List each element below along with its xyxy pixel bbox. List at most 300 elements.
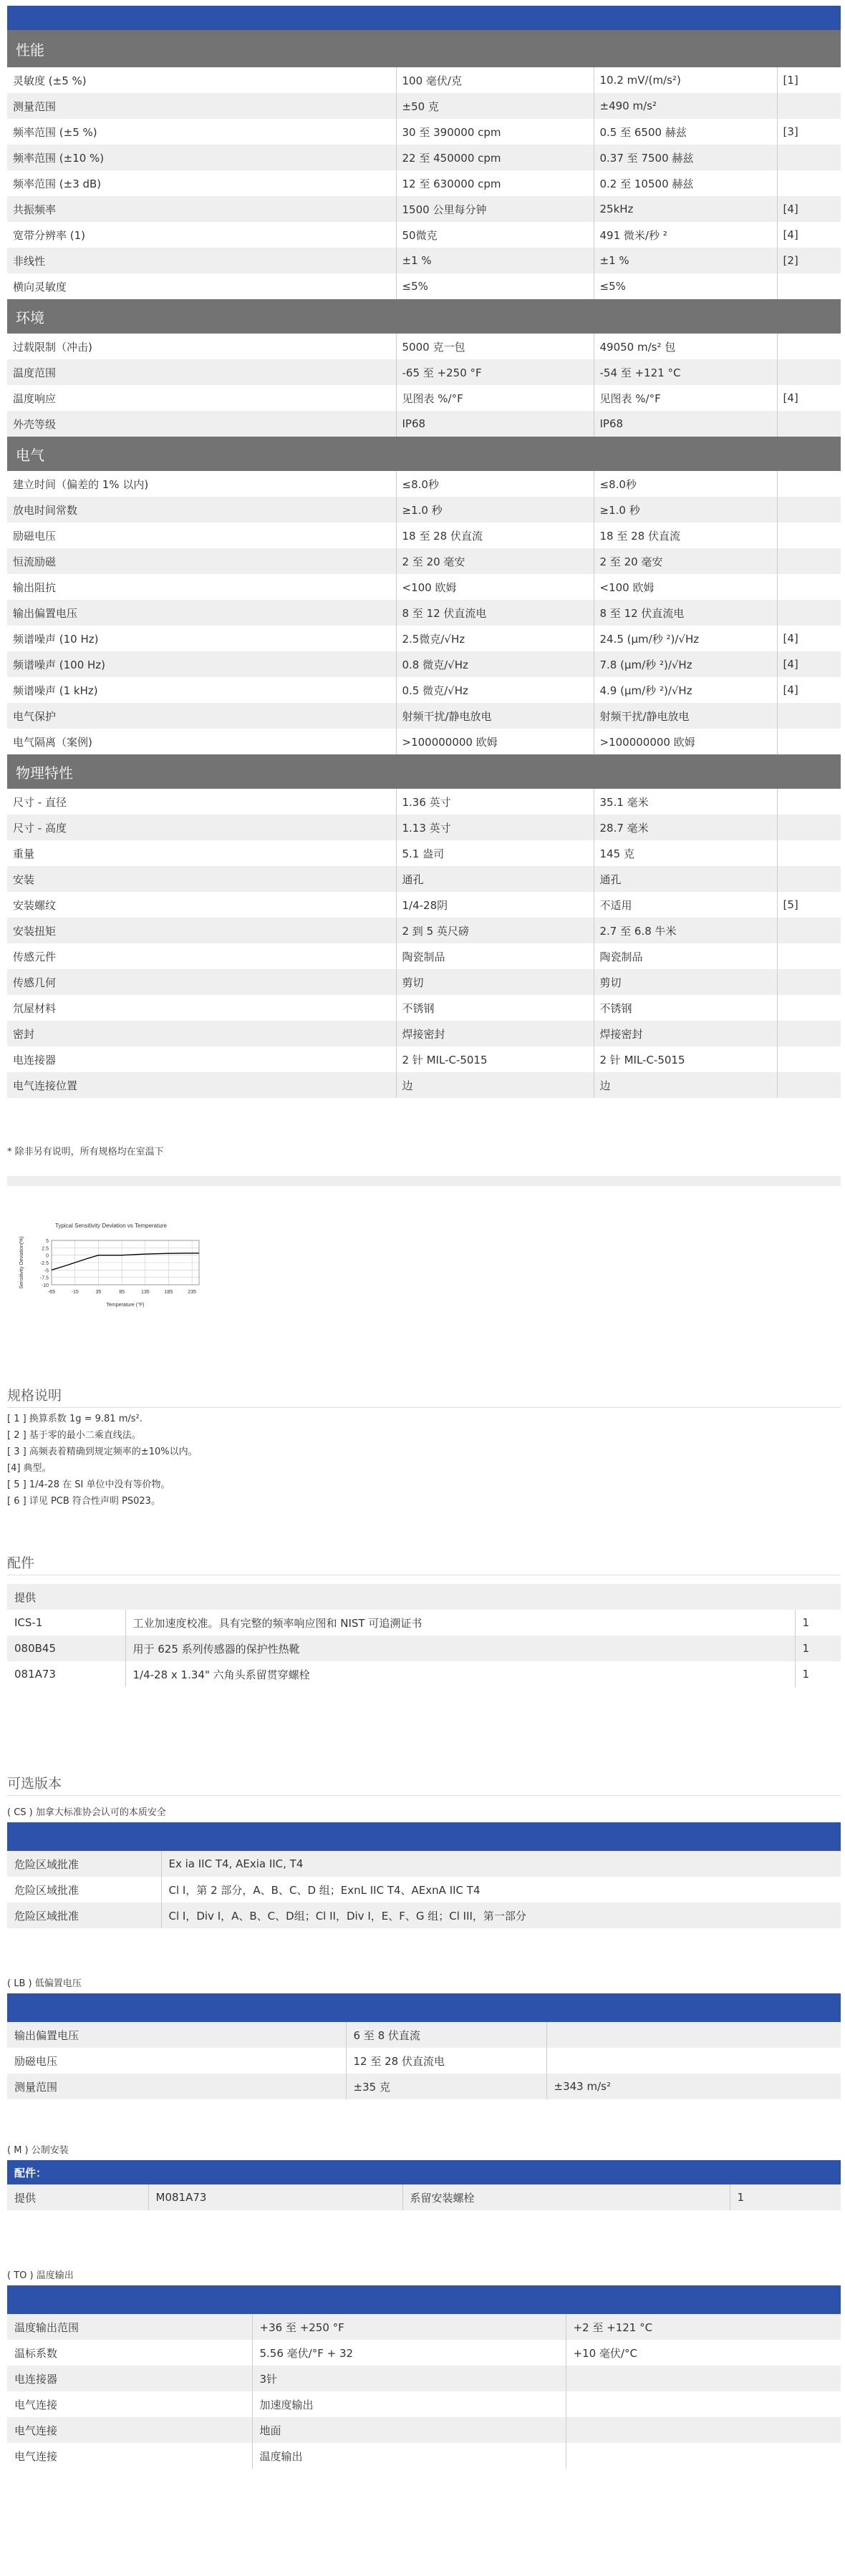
spec-value-imperial: 1/4-28阴 (396, 892, 594, 918)
option-row-label: 危险区域批准 (7, 1851, 161, 1877)
spec-value-imperial: 焊接密封 (396, 1021, 594, 1046)
footnote-item: [ 5 ] 1/4-28 在 SI 单位中没有等价物。 (7, 1479, 170, 1490)
option-row-label: 电气连接 (7, 2443, 252, 2469)
spec-label: 励磁电压 (7, 523, 396, 548)
spec-footnote-ref: [1] (783, 74, 798, 87)
spec-value-imperial: 1.13 英寸 (396, 815, 594, 840)
option-value-1: ±35 克 (346, 2074, 546, 2099)
option-value-1: 温度输出 (252, 2443, 566, 2469)
spec-footnote-ref: [2] (777, 248, 841, 273)
spec-footnote-ref (777, 574, 841, 600)
spec-footnote-ref (777, 411, 841, 437)
spec-value-si: 25kHz (594, 196, 777, 222)
spec-footnote-ref: [4] (783, 632, 798, 645)
y-tick-label: -10 (41, 1283, 49, 1288)
spec-value-si: 射频干扰/静电放电 (594, 703, 777, 729)
option-value-3: 1 (730, 2184, 841, 2210)
spec-value-si: <100 欧姆 (594, 574, 777, 600)
spec-label: 氘屋材料 (7, 995, 396, 1021)
spec-footnote-ref: [4] (777, 196, 841, 222)
option-value-2: +2 至 +121 °C (566, 2314, 841, 2340)
option-value-2 (566, 2391, 841, 2417)
option-row-label: 提供 (7, 2184, 148, 2210)
spec-footnote-ref (777, 943, 841, 969)
spec-label: 传感几何 (7, 969, 396, 995)
y-tick-label: 0 (46, 1253, 49, 1259)
spec-row (7, 1046, 841, 1072)
spec-row (7, 93, 841, 119)
spec-label: 频谱噪声 (10 Hz) (7, 626, 396, 651)
series-line (52, 1253, 199, 1270)
spec-value-imperial: 5000 克一包 (396, 334, 594, 359)
spec-footnote-ref (777, 523, 841, 548)
x-tick-label: 235 (188, 1290, 197, 1295)
spec-value-imperial: 0.8 微克/√Hz (396, 651, 594, 677)
spec-footnote-ref (777, 170, 841, 196)
spec-row (7, 471, 841, 497)
x-axis-label: Temperature (°F) (106, 1303, 145, 1308)
spec-label: 共振频率 (7, 196, 396, 222)
spec-value-imperial: ≤8.0秒 (396, 471, 594, 497)
spec-value-imperial: 不锈钢 (396, 995, 594, 1021)
option-row (7, 1877, 841, 1902)
spec-value-si: 18 至 28 伏直流 (594, 523, 777, 548)
spec-row (7, 892, 841, 918)
accessory-quantity: 1 (802, 1616, 810, 1629)
spec-value-si: ±490 m/s² (594, 93, 777, 119)
spec-footnote-ref (777, 729, 841, 754)
room-temp-note: * 除非另有说明，所有规格均在室温下 (7, 1147, 164, 1157)
spec-footnote-ref (777, 497, 841, 523)
option-value-2: ±343 m/s² (546, 2074, 841, 2099)
spec-row (7, 248, 841, 273)
spec-footnote-ref (777, 93, 841, 119)
spec-value-si: ≤5% (594, 273, 777, 299)
option-value-1: M081A73 (148, 2184, 402, 2210)
spec-value-imperial: 12 至 630000 cpm (396, 170, 594, 196)
accessory-quantity: 1 (802, 1668, 810, 1681)
accessory-row (7, 1610, 841, 1635)
spec-row (7, 574, 841, 600)
spec-value-si: 491 微米/秒 ² (594, 222, 777, 248)
option-row-label: 危险区域批准 (7, 1877, 161, 1902)
option-header-bar (7, 1822, 841, 1851)
spec-footnote-ref (777, 969, 841, 995)
spec-value-imperial: 射频干扰/静电放电 (396, 703, 594, 729)
spec-label: 频率范围 (±10 %) (7, 145, 396, 170)
spec-value-imperial: <100 欧姆 (396, 574, 594, 600)
spec-label: 宽带分辨率 (1) (7, 222, 396, 248)
spec-footnote-ref: [3] (783, 125, 798, 138)
accessory-description: 用于 625 系列传感器的保护性热靴 (125, 1635, 795, 1661)
option-row-label: 电连接器 (7, 2366, 252, 2391)
section-header (7, 299, 841, 334)
section-title: 性能 (7, 30, 841, 67)
spec-value-si: 见图表 %/°F (594, 385, 777, 411)
spec-label: 安装螺纹 (7, 892, 396, 918)
spec-value-imperial: IP68 (396, 411, 594, 437)
spec-value-si: 边 (594, 1072, 777, 1098)
spec-value-imperial: 通孔 (396, 866, 594, 892)
accessory-row (7, 1635, 841, 1661)
spec-row (7, 703, 841, 729)
spec-value-imperial: 陶瓷制品 (396, 943, 594, 969)
section-title: 电气 (7, 437, 841, 471)
option-value-1: 3针 (252, 2366, 566, 2391)
spec-value-si: 145 克 (594, 840, 777, 866)
options-title: 可选版本 (7, 1776, 62, 1792)
spec-value-si: 8 至 12 伏直流电 (594, 600, 777, 626)
spec-label: 灵敏度 (±5 %) (7, 67, 396, 93)
spec-value-si: 10.2 mV/(m/s²) (594, 67, 777, 93)
spec-label: 频谱噪声 (100 Hz) (7, 651, 396, 677)
spec-row (7, 548, 841, 574)
option-value-2 (566, 2417, 841, 2443)
spec-value-imperial: 剪切 (396, 969, 594, 995)
accessory-quantity: 1 (795, 1635, 841, 1661)
footnote-item: [4] 典型。 (7, 1463, 52, 1474)
spec-label: 温度响应 (7, 385, 396, 411)
y-axis-label: Sensitivity Deviation(%) (19, 1236, 24, 1289)
spec-row (7, 840, 841, 866)
option-row (7, 2366, 841, 2391)
spec-footnote-ref: [5] (783, 898, 798, 911)
option-row (7, 2184, 841, 2210)
option-label: ( LB ) 低偏置电压 (7, 1978, 82, 1989)
spec-footnote-ref (777, 840, 841, 866)
x-tick-label: 135 (140, 1290, 150, 1295)
spec-label: 电气保护 (7, 703, 396, 729)
spec-value-imperial: 22 至 450000 cpm (396, 145, 594, 170)
spec-row (7, 866, 841, 892)
spec-value-imperial: 50微克 (396, 222, 594, 248)
spec-value-si: 0.5 至 6500 赫兹 (594, 119, 777, 145)
spec-value-imperial: -65 至 +250 °F (396, 359, 594, 385)
spec-value-si: -54 至 +121 °C (594, 359, 777, 385)
x-tick-label: 185 (164, 1290, 173, 1295)
spec-label: 温度范围 (7, 359, 396, 385)
option-value-1: 地面 (252, 2417, 566, 2443)
footnote-item: [ 2 ] 基于零的最小二乘直线法。 (7, 1430, 141, 1441)
spec-value-imperial: 30 至 390000 cpm (396, 119, 594, 145)
spec-row (7, 651, 841, 677)
spec-value-si: 0.37 至 7500 赫兹 (594, 145, 777, 170)
spec-footnote-ref: [4] (783, 392, 798, 404)
spec-value-si: 不锈钢 (594, 995, 777, 1021)
spec-footnote-ref (777, 548, 841, 574)
option-row (7, 2443, 841, 2469)
spec-value-imperial: 2 至 20 毫安 (396, 548, 594, 574)
spec-footnote-ref (777, 334, 841, 359)
spec-footnote-ref (777, 359, 841, 385)
spec-value-imperial: 0.5 微克/√Hz (396, 677, 594, 703)
chart-band (7, 1176, 841, 1186)
spec-label: 传感元件 (7, 943, 396, 969)
option-value-1: Ex ia IIC T4, AExia IIC, T4 (161, 1851, 841, 1877)
option-row (7, 1902, 841, 1928)
y-tick-label: 5 (46, 1239, 49, 1244)
spec-row (7, 729, 841, 754)
accessory-description: 1/4-28 x 1.34" 六角头系留贯穿螺栓 (125, 1661, 795, 1687)
spec-value-si: 2 至 20 毫安 (594, 548, 777, 574)
spec-row (7, 815, 841, 840)
option-row (7, 2391, 841, 2417)
option-label: ( CS ) 加拿大标准协会认可的本质安全 (7, 1807, 166, 1818)
spec-row (7, 677, 841, 703)
spec-footnote-ref (777, 995, 841, 1021)
spec-row (7, 119, 841, 145)
spec-label: 密封 (7, 1021, 396, 1046)
footnotes-divider (7, 1407, 841, 1408)
option-row (7, 1851, 841, 1877)
footnotes-list (7, 1411, 845, 1510)
accessory-model: 081A73 (7, 1661, 125, 1687)
spec-value-imperial: 2.5微克/√Hz (396, 626, 594, 651)
spec-label: 建立时间（偏差的 1% 以内) (7, 471, 396, 497)
spec-row (7, 995, 841, 1021)
y-tick-label: 2.5 (42, 1246, 49, 1252)
spec-value-imperial: 8 至 12 伏直流电 (396, 600, 594, 626)
spec-value-si: 通孔 (594, 866, 777, 892)
spec-row (7, 523, 841, 548)
spec-value-imperial: ≤5% (396, 273, 594, 299)
section-header (7, 754, 841, 789)
option-header-label: 配件： (7, 2160, 841, 2184)
spec-value-imperial: ±1 % (396, 248, 594, 273)
spec-row (7, 273, 841, 299)
option-row (7, 2417, 841, 2443)
spec-label: 频率范围 (±3 dB) (7, 170, 396, 196)
spec-value-si: 2 针 MIL-C-5015 (594, 1046, 777, 1072)
spec-row (7, 170, 841, 196)
y-tick-label: -7.5 (39, 1275, 49, 1281)
footnote-item: [ 6 ] 详见 PCB 符合性声明 PS023。 (7, 1496, 160, 1507)
spec-label: 安装扭矩 (7, 918, 396, 943)
option-value-1: 加速度输出 (252, 2391, 566, 2417)
x-tick-label: 35 (95, 1290, 102, 1295)
option-value-1: +36 至 +250 °F (252, 2314, 566, 2340)
section-title: 物理特性 (7, 754, 841, 789)
spec-label: 电连接器 (7, 1046, 396, 1072)
spec-value-si: ≥1.0 秒 (594, 497, 777, 523)
spec-value-si: 剪切 (594, 969, 777, 995)
spec-label: 放电时间常数 (7, 497, 396, 523)
spec-label: 频率范围 (±5 %) (7, 119, 396, 145)
accessories-header: 提供 (7, 1584, 841, 1610)
spec-footnote-ref (777, 1021, 841, 1046)
spec-value-si: IP68 (594, 411, 777, 437)
spec-value-imperial: 100 毫伏/克 (396, 67, 594, 93)
spec-footnote-ref (777, 600, 841, 626)
spec-value-si: 不适用 (594, 892, 777, 918)
spec-value-imperial: 5.1 盎司 (396, 840, 594, 866)
temperature-chart-svg (7, 1220, 222, 1313)
accessory-description: 工业加速度校准。具有完整的频率响应图和 NIST 可追溯证书 (125, 1610, 795, 1635)
option-row-label: 电气连接 (7, 2417, 252, 2443)
spec-row (7, 943, 841, 969)
option-value-1: Cl I，第 2 部分，A、B、C、D 组；ExnL IIC T4、AExnA IIC T4 (168, 1883, 481, 1897)
option-value-1: Cl I，Div I，A、B、C、D组；Cl II，Div I，E、F、G 组；Cl III，第一部分 (161, 1902, 841, 1928)
option-table (7, 2285, 841, 2469)
spec-value-imperial: 见图表 %/°F (396, 385, 594, 411)
temperature-chart (7, 1220, 222, 1313)
option-row-label: 励磁电压 (7, 2048, 346, 2074)
spec-label: 输出偏置电压 (7, 600, 396, 626)
spec-row (7, 1072, 841, 1098)
x-tick-label: -65 (47, 1290, 56, 1295)
spec-value-imperial: 2 针 MIL-C-5015 (396, 1046, 594, 1072)
option-row-label: 温度输出范围 (7, 2314, 252, 2340)
spec-value-imperial: 1.36 英寸 (396, 789, 594, 815)
option-value-2 (546, 2022, 841, 2048)
spec-footnote-ref: [4] (783, 228, 798, 241)
spec-label: 尺寸 - 高度 (7, 815, 396, 840)
spec-value-si: 0.2 至 10500 赫兹 (594, 170, 777, 196)
x-tick-label: 85 (119, 1290, 125, 1295)
spec-value-si: 35.1 毫米 (594, 789, 777, 815)
spec-value-imperial: 18 至 28 伏直流 (396, 523, 594, 548)
spec-row (7, 359, 841, 385)
spec-value-si: 24.5 (μm/秒 ²)/√Hz (594, 626, 777, 651)
spec-footnote-ref (777, 471, 841, 497)
accessory-model: ICS-1 (7, 1610, 125, 1635)
option-row (7, 2022, 841, 2048)
spec-footnote-ref (777, 866, 841, 892)
footnote-item: [ 3 ] 高频表着精确到规定频率的±10%以内。 (7, 1447, 198, 1457)
option-header-bar (7, 1993, 841, 2022)
footnotes-title: 规格说明 (7, 1388, 62, 1404)
spec-row (7, 196, 841, 222)
option-table (7, 2160, 841, 2210)
option-value-2: +10 毫伏/°C (573, 2346, 637, 2360)
spec-row (7, 600, 841, 626)
spec-label: 非线性 (7, 248, 396, 273)
spec-label: 过载限制（冲击) (7, 334, 396, 359)
spec-label: 测量范围 (7, 93, 396, 119)
option-table (7, 1993, 841, 2099)
option-value-1: 6 至 8 伏直流 (346, 2022, 546, 2048)
spec-label: 恒流励磁 (7, 548, 396, 574)
spec-value-si: ±1 % (594, 248, 777, 273)
spec-value-imperial: ±50 克 (396, 93, 594, 119)
spec-footnote-ref (777, 918, 841, 943)
spec-footnote-ref (777, 815, 841, 840)
section-title: 环境 (7, 299, 841, 334)
spec-row (7, 789, 841, 815)
spec-row (7, 145, 841, 170)
spec-label: 外壳等级 (7, 411, 396, 437)
spec-row (7, 385, 841, 411)
spec-value-imperial: 2 到 5 英尺磅 (396, 918, 594, 943)
accessory-row (7, 1661, 841, 1687)
option-row (7, 2074, 841, 2099)
spec-footnote-ref: [4] (783, 684, 798, 696)
spec-value-imperial: >100000000 欧姆 (396, 729, 594, 754)
spec-label: 安装 (7, 866, 396, 892)
option-table (7, 1822, 841, 1928)
spec-label: 电气隔离（案例) (7, 729, 396, 754)
spec-value-imperial: 边 (396, 1072, 594, 1098)
spec-label: 横向灵敏度 (7, 273, 396, 299)
spec-value-si: >100000000 欧姆 (594, 729, 777, 754)
accessories-title: 配件 (7, 1555, 35, 1571)
spec-value-si: ≤8.0秒 (594, 471, 777, 497)
spec-footnote-ref (777, 1046, 841, 1072)
spec-label: 频谱噪声 (1 kHz) (7, 677, 396, 703)
spec-footnote-ref: [4] (777, 651, 841, 677)
option-row-label: 电气连接 (7, 2391, 252, 2417)
option-value-2 (566, 2366, 841, 2391)
spec-label: 重量 (7, 840, 396, 866)
spec-value-si: 陶瓷制品 (594, 943, 777, 969)
y-tick-label: -2.5 (39, 1261, 49, 1266)
spec-footnote-ref (777, 145, 841, 170)
accessories-table (7, 1584, 841, 1687)
accessory-model: 080B45 (7, 1635, 125, 1661)
spec-row (7, 626, 841, 651)
option-row (7, 2340, 841, 2366)
options-divider (7, 1795, 841, 1796)
y-tick-label: -5 (44, 1268, 49, 1274)
spec-value-si: 焊接密封 (594, 1021, 777, 1046)
spec-row (7, 918, 841, 943)
specs-table (7, 30, 841, 1098)
spec-row (7, 67, 841, 93)
option-row-label: 危险区域批准 (7, 1902, 161, 1928)
option-value-2 (546, 2048, 841, 2074)
section-header (7, 30, 841, 67)
option-label: ( TO ) 温度输出 (7, 2270, 74, 2281)
section-header (7, 437, 841, 471)
spec-row (7, 969, 841, 995)
spec-value-imperial: ≥1.0 秒 (396, 497, 594, 523)
spec-row (7, 1021, 841, 1046)
option-row-label: 测量范围 (7, 2074, 346, 2099)
spec-row (7, 222, 841, 248)
option-value-2: 系留安装螺栓 (402, 2184, 730, 2210)
option-row (7, 2314, 841, 2340)
spec-footnote-ref (777, 1072, 841, 1098)
spec-value-si: 49050 m/s² 包 (594, 334, 777, 359)
chart-title: Typical Sensitivity Deviation vs Temperature (55, 1223, 167, 1229)
spec-value-si: 7.8 (μm/秒 ²)/√Hz (594, 651, 777, 677)
footnote-item: [ 1 ] 换算系数 1g = 9.81 m/s². (7, 1414, 143, 1424)
spec-label: 电气连接位置 (7, 1072, 396, 1098)
spec-label: 输出阻抗 (7, 574, 396, 600)
option-label: ( M ) 公制安装 (7, 2145, 69, 2156)
option-header-bar (7, 2285, 841, 2314)
option-row-label: 温标系数 (7, 2340, 252, 2366)
spec-footnote-ref (777, 703, 841, 729)
option-value-1: 5.56 毫伏/°F + 32 (252, 2340, 566, 2366)
spec-value-si: 4.9 (μm/秒 ²)/√Hz (594, 677, 777, 703)
x-tick-label: -15 (71, 1290, 79, 1295)
spec-footnote-ref (777, 789, 841, 815)
option-row-label: 输出偏置电压 (7, 2022, 346, 2048)
spec-row (7, 334, 841, 359)
spec-value-imperial: 1500 公里每分钟 (396, 196, 594, 222)
option-value-2 (566, 2443, 841, 2469)
spec-row (7, 497, 841, 523)
option-value-1: 12 至 28 伏直流电 (346, 2048, 546, 2074)
spec-row (7, 411, 841, 437)
top-blue-bar (7, 6, 841, 30)
option-row (7, 2048, 841, 2074)
spec-value-si: 2.7 至 6.8 牛米 (594, 918, 777, 943)
spec-label: 尺寸 - 直径 (7, 789, 396, 815)
spec-value-si: 28.7 毫米 (594, 815, 777, 840)
spec-footnote-ref (777, 273, 841, 299)
